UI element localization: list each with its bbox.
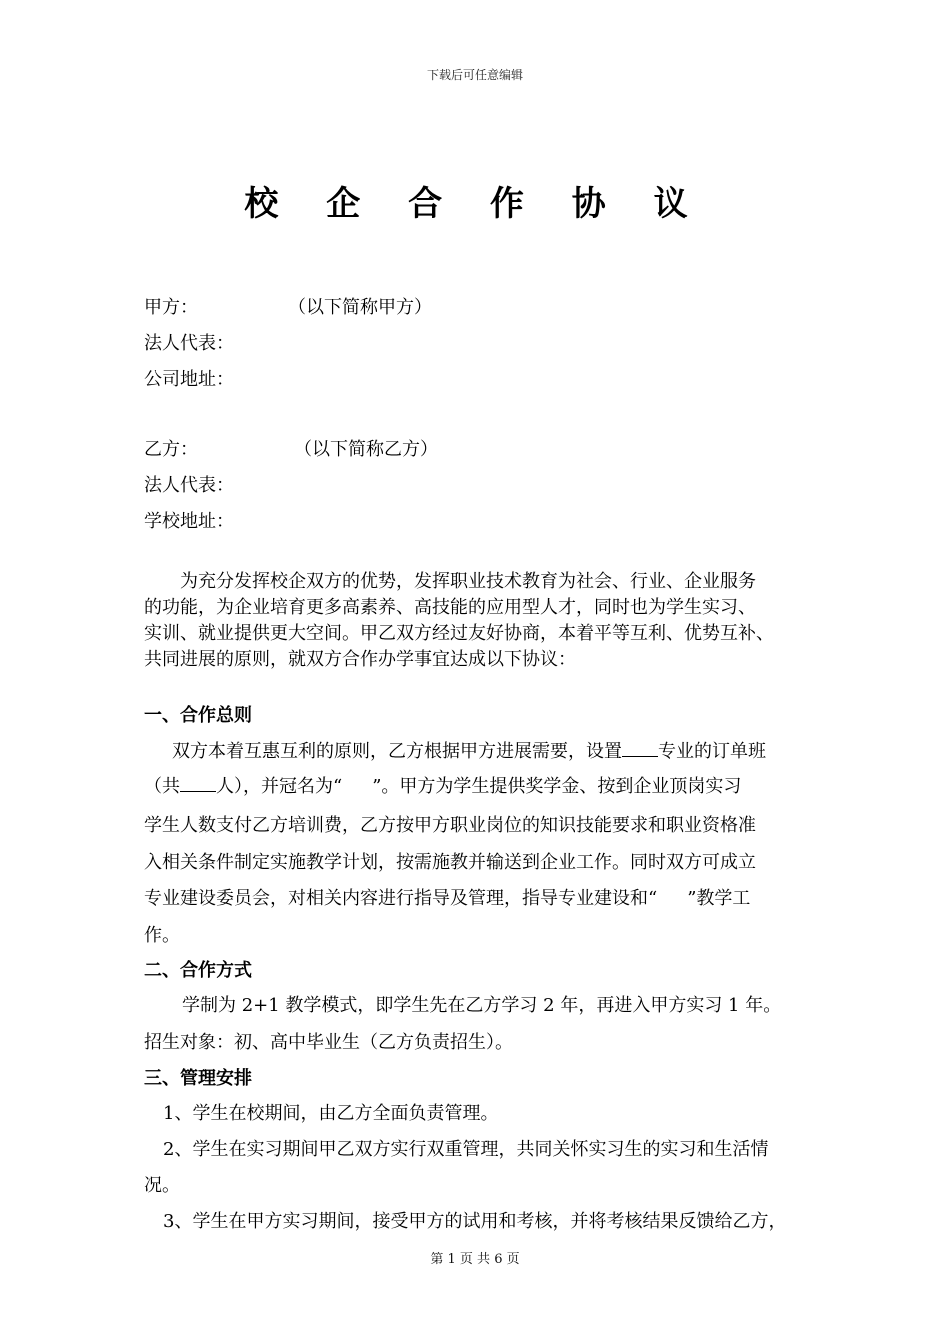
party-b-label: 乙方： [144,439,198,460]
party-b-alias: （以下简称乙方） [294,439,438,460]
party-a-rep: 法人代表： [144,333,234,354]
party-a-label: 甲方： [144,297,198,318]
section3-item: 1、学生在校期间，由乙方全面负责管理。 [163,1103,499,1124]
intro-line: 为充分发挥校企双方的优势，发挥职业技术教育为社会、行业、企业服务 [180,571,756,592]
section-heading: 三、管理安排 [144,1068,252,1089]
blank-field-count [180,773,216,792]
section-heading: 一、合作总则 [144,705,252,726]
blank-field-major [622,738,658,757]
page-number: 第 1 页 共 6 页 [430,1252,520,1267]
section1-line: 学生人数支付乙方培训费，乙方按甲方职业岗位的知识技能要求和职业资格准 [144,815,756,836]
intro-line: 的功能，为企业培育更多高素养、高技能的应用型人才，同时也为学生实习、 [144,597,756,618]
party-a-address: 公司地址： [144,369,234,390]
section2-line: 学制为 2+1 教学模式，即学生先在乙方学习 2 年，再进入甲方实习 1 年。 [182,995,782,1016]
party-b-address: 学校地址： [144,511,234,532]
document-title: 校 企 合 作 协 议 [244,184,706,224]
intro-line: 实训、就业提供更大空间。甲乙双方经过友好协商，本着平等互利、优势互补、 [144,623,774,644]
party-a-alias: （以下简称甲方） [288,297,432,318]
section1-line: 双方本着互惠互利的原则，乙方根据甲方进展需要，设置 专业的订单班 [172,738,766,765]
party-b-rep: 法人代表： [144,475,234,496]
section1-line: 入相关条件制定实施教学计划，按需施教并输送到企业工作。同时双方可成立 [144,852,756,873]
section1-line: 专业建设委员会，对相关内容进行指导及管理，指导专业建设和“ ”教学工 [144,888,751,909]
page-header-note: 下载后可任意编辑 [426,68,523,82]
section3-item: 2、学生在实习期间甲乙双方实行双重管理，共同关怀实习生的实习和生活情 [163,1139,769,1160]
section-heading: 二、合作方式 [144,960,252,981]
section1-line: （共 人），并冠名为“ ”。甲方为学生提供奖学金、按到企业顶岗实习 [144,773,741,800]
section3-item: 况。 [144,1175,180,1196]
intro-line: 共同进展的原则，就双方合作办学事宜达成以下协议： [144,649,576,670]
section1-line: 作。 [144,925,180,946]
section2-line: 招生对象：初、高中毕业生（乙方负责招生）。 [144,1032,513,1053]
section3-item: 3、学生在甲方实习期间，接受甲方的试用和考核，并将考核结果反馈给乙方， [163,1211,787,1232]
